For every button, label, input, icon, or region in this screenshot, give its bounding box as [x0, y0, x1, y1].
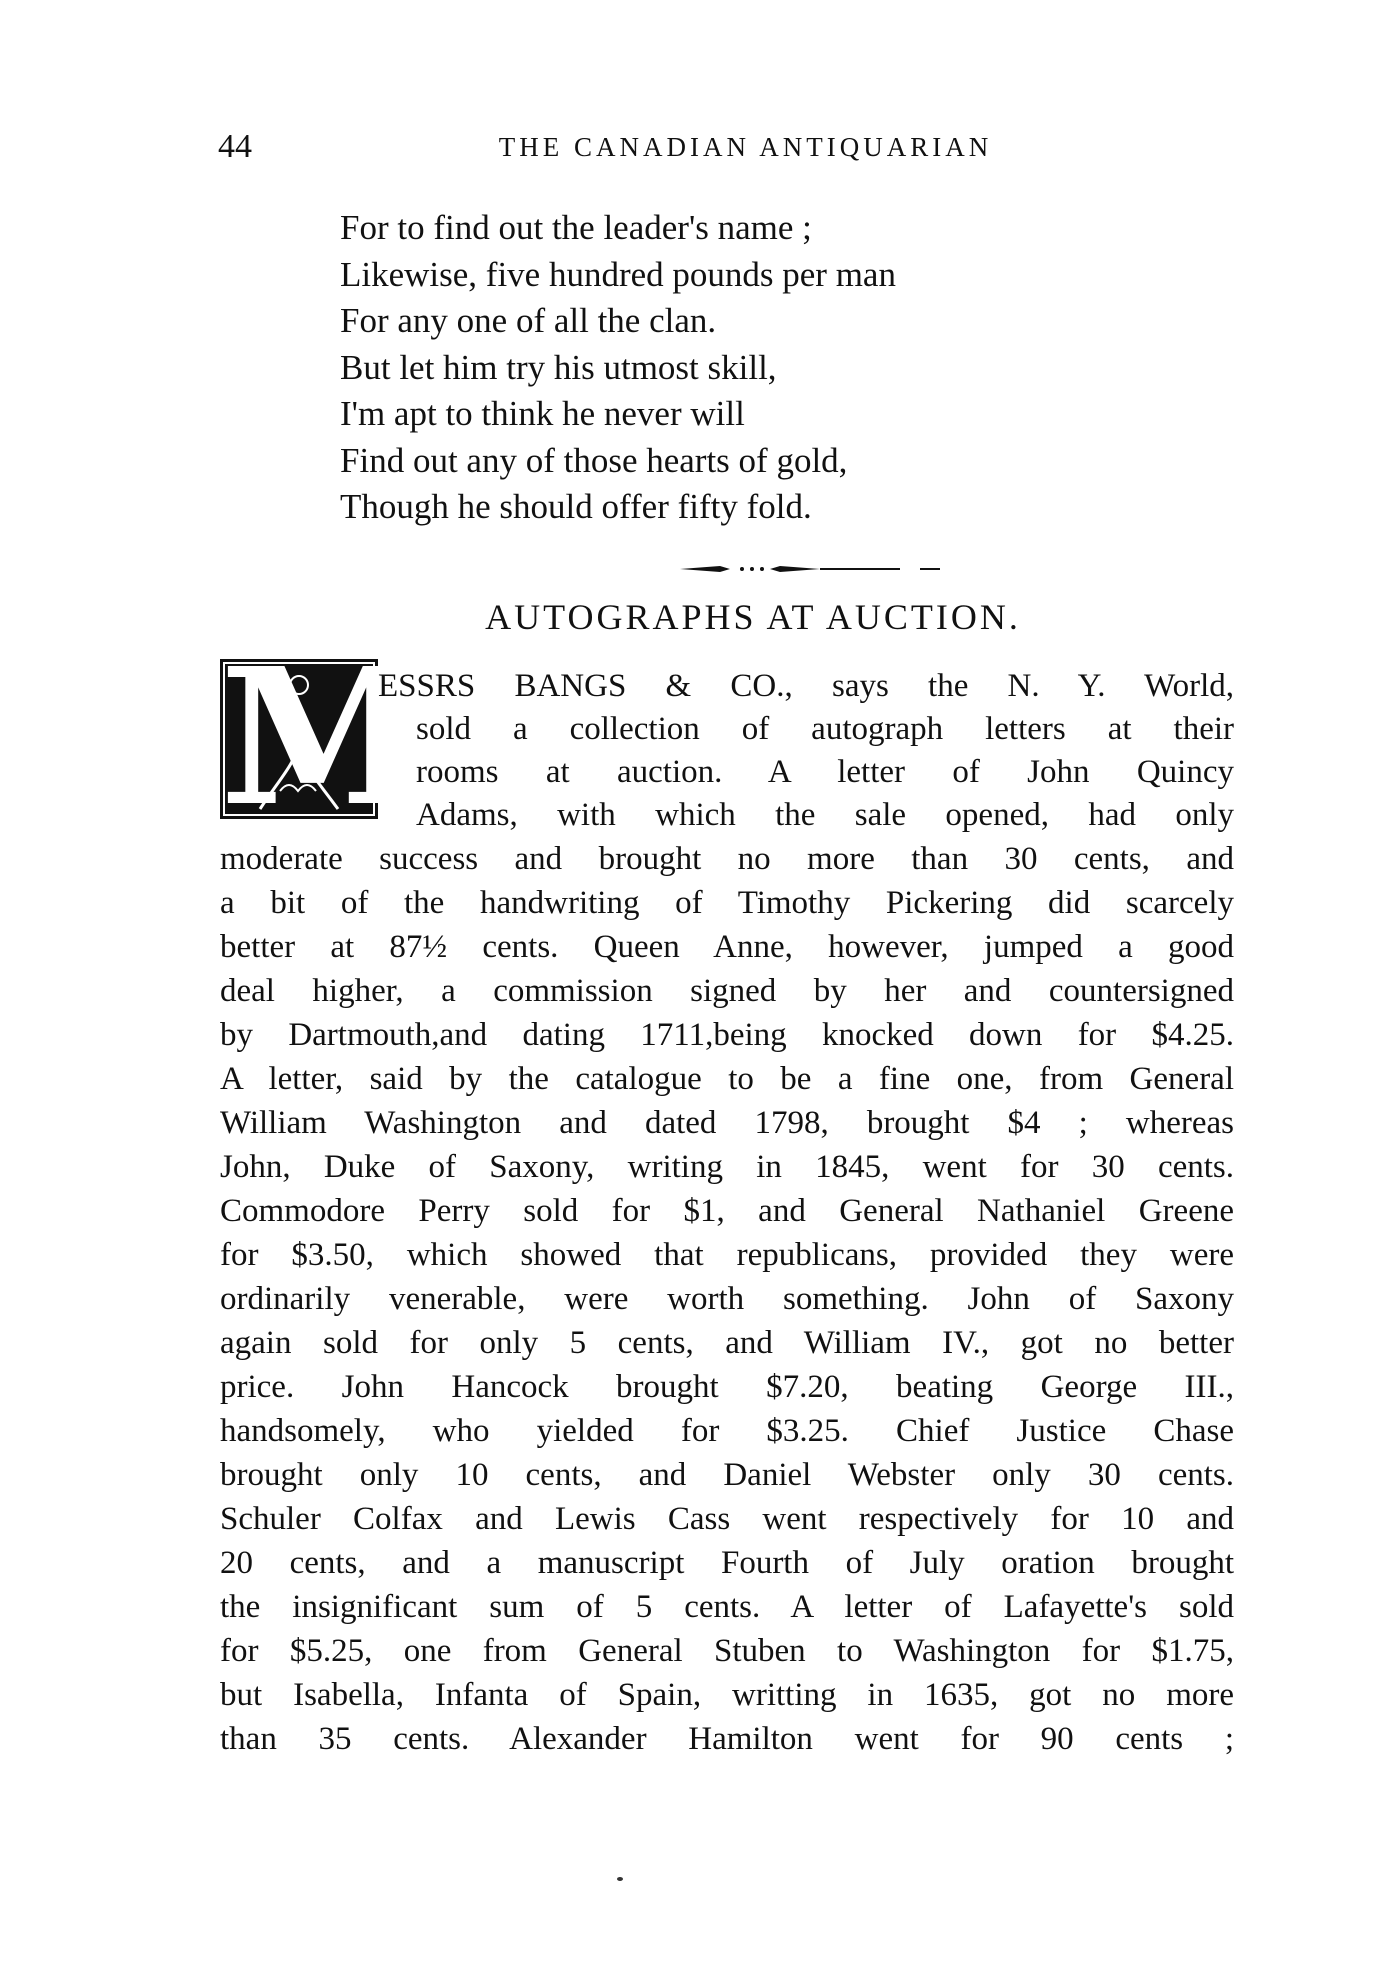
article-line: a bit of the handwriting of Timothy Pickering did scarcely: [220, 885, 1234, 921]
article-line: A letter, said by the catalogue to be a fine one, from General: [220, 1061, 1234, 1097]
article-line: price. John Hancock brought $7.20, beating George III.,: [220, 1369, 1234, 1405]
verse-line: Likewise, five hundred pounds per man: [340, 254, 896, 294]
page-number: 44: [218, 128, 252, 165]
verse-line: I'm apt to think he never will: [340, 394, 745, 433]
article-line: better at 87½ cents. Queen Anne, however, jumped a good: [220, 929, 1234, 965]
article-line: 20 cents, and a manuscript Fourth of July oration brought: [220, 1545, 1234, 1581]
article-line: ESSRS BANGS & CO., says the N. Y. World,: [378, 668, 1234, 704]
article-line: Commodore Perry sold for $1, and General Nathaniel Greene: [220, 1193, 1234, 1229]
article-line: brought only 10 cents, and Daniel Webster only 30 cents.: [220, 1457, 1234, 1493]
article-line: sold a collection of autograph letters at their: [416, 711, 1234, 747]
running-head: [218, 128, 1233, 178]
article-line: again sold for only 5 cents, and William IV., got no better: [220, 1325, 1234, 1361]
article-line: ordinarily venerable, were worth something. John of Saxony: [220, 1281, 1234, 1317]
verse-line: But let him try his utmost skill,: [340, 347, 777, 387]
article-line: rooms at auction. A letter of John Quincy: [416, 754, 1234, 790]
article-line: William Washington and dated 1798, brought $4 ; whereas: [220, 1105, 1234, 1141]
verse-line: For to find out the leader's name ;: [340, 208, 812, 247]
article-line: John, Duke of Saxony, writing in 1845, went for 30 cents.: [220, 1149, 1234, 1185]
article-title: AUTOGRAPHS AT AUCTION.: [485, 597, 1021, 637]
verse-line: Find out any of those hearts of gold,: [340, 440, 848, 480]
article-line: the insignificant sum of 5 cents. A letter of Lafayette's sold: [220, 1589, 1234, 1625]
verse-line: Though he should offer fifty fold.: [340, 487, 812, 526]
ornamental-drop-cap: [220, 627, 429, 848]
article-line: handsomely, who yielded for $3.25. Chief Justice Chase: [220, 1413, 1234, 1449]
printer-mark-dot: [616, 1876, 624, 1882]
verse-stanza: [340, 205, 1140, 531]
article-line: for $5.25, one from General Stuben to Washington for $1.75,: [220, 1633, 1234, 1669]
journal-title: THE CANADIAN ANTIQUARIAN: [498, 132, 993, 162]
article-line: deal higher, a commission signed by her and countersigned: [220, 973, 1234, 1009]
article-line: than 35 cents. Alexander Hamilton went for 90 cents ;: [220, 1721, 1234, 1757]
article-line: but Isabella, Infanta of Spain, writting in 1635, got no more: [220, 1677, 1234, 1713]
article-line: for $3.50, which showed that republicans, provided they were: [220, 1237, 1234, 1273]
article-line: moderate success and brought no more than 30 cents, and: [220, 841, 1234, 877]
drop-cap-letter: M: [220, 627, 429, 848]
section-divider-ornament: [620, 559, 960, 579]
article-line: Schuler Colfax and Lewis Cass went respectively for 10 and: [220, 1501, 1234, 1537]
article-line: by Dartmouth,and dating 1711,being knocked down for $4.25.: [220, 1017, 1234, 1053]
article-line: Adams, with which the sale opened, had only: [416, 797, 1234, 833]
verse-line: For any one of all the clan.: [340, 301, 717, 340]
